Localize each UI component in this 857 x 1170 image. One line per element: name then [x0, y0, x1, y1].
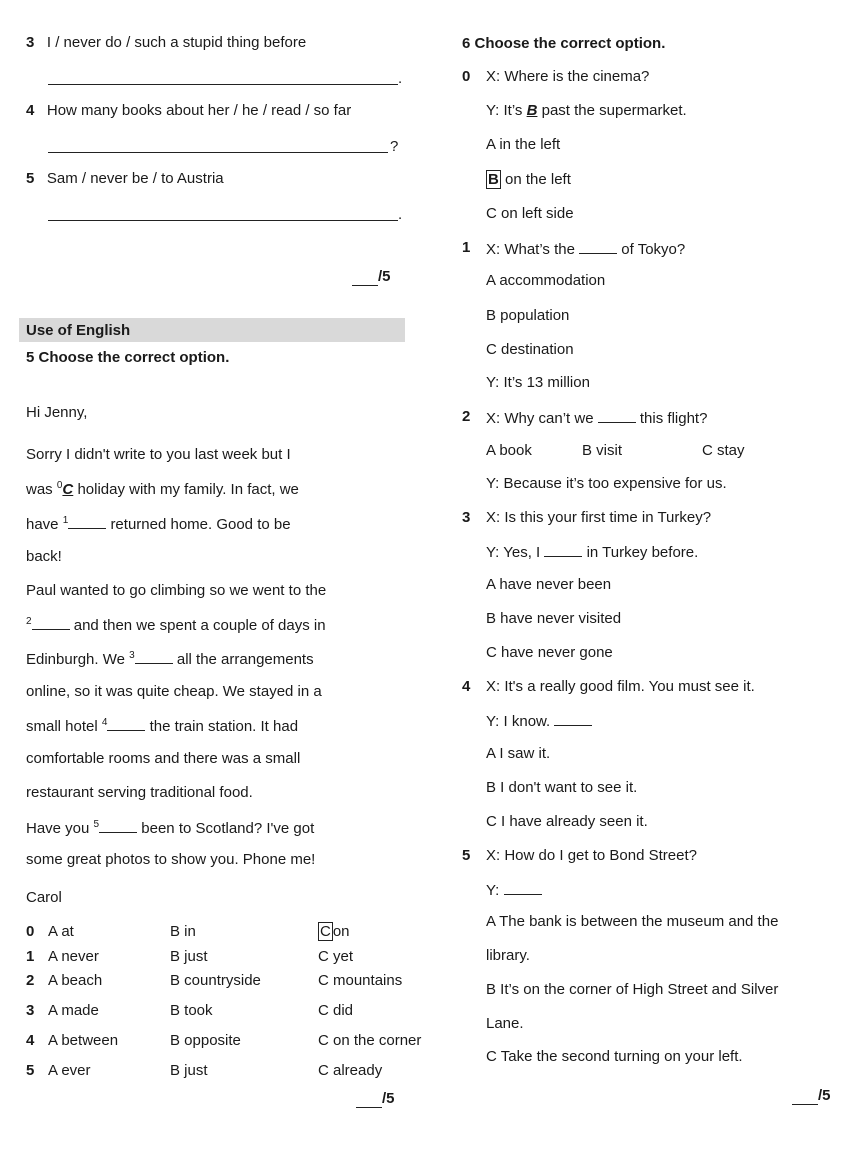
- item-4-prompt: How many books about her / he / read / so far: [46, 102, 352, 119]
- q5-gap[interactable]: [504, 880, 542, 895]
- q2-y: Y: Because it’s too expensive for us.: [486, 475, 727, 492]
- answer-line-3-end: .: [398, 70, 403, 87]
- q5-x: X: How do I get to Bond Street?: [486, 847, 697, 864]
- option-c[interactable]: C already: [318, 1062, 383, 1079]
- q5-option-c[interactable]: C Take the second turning on your left.: [486, 1048, 743, 1065]
- option-b[interactable]: B took: [170, 1002, 213, 1019]
- q0-option-c[interactable]: C on left side: [486, 205, 574, 222]
- q2-gap[interactable]: [598, 408, 636, 423]
- letter-line: Sorry I didn't write to you last week but I: [26, 446, 291, 463]
- letter-line: comfortable rooms and there was a small: [26, 750, 301, 767]
- score-box-3: /5: [792, 1087, 831, 1105]
- option-a[interactable]: A beach: [48, 972, 103, 989]
- q1-option-b[interactable]: B population: [486, 307, 570, 324]
- q5-option-b[interactable]: B It’s on the corner of High Street and Silver: [486, 981, 779, 998]
- item-3: 3 I / never do / such a stupid thing before: [26, 34, 307, 51]
- option-c[interactable]: C mountains: [318, 972, 403, 989]
- item-4: 4 How many books about her / he / read / so far: [26, 102, 352, 119]
- score-box-1: /5: [352, 268, 391, 286]
- top-edge-shadow: [0, 0, 857, 4]
- q0-x: X: Where is the cinema?: [486, 68, 650, 85]
- q3-y: Y: Yes, I in Turkey before.: [486, 544, 699, 561]
- q1-x: X: What’s the of Tokyo?: [486, 241, 686, 258]
- answer-line-5-end: .: [398, 206, 403, 223]
- q5-y: Y:: [486, 880, 542, 900]
- q1-gap[interactable]: [579, 239, 617, 254]
- gap-2[interactable]: [32, 615, 70, 630]
- gap-1[interactable]: [68, 514, 106, 529]
- q3-option-b[interactable]: B have never visited: [486, 610, 622, 627]
- item-5-prompt: Sam / never be / to Austria: [46, 170, 224, 187]
- letter-line: small hotel $^4$ the train station. It had: [26, 717, 299, 735]
- q0-y: Y: It’s B past the supermarket.: [486, 102, 687, 119]
- answer-line-4[interactable]: [48, 152, 388, 153]
- q0-option-a[interactable]: A in the left: [486, 136, 561, 153]
- section-heading: Use of English: [26, 322, 131, 339]
- option-b[interactable]: B just: [170, 948, 208, 965]
- q4-option-b[interactable]: B I don't want to see it.: [486, 779, 638, 796]
- option-a[interactable]: A ever: [48, 1062, 91, 1079]
- letter-line: have $^1$ returned home. Good to be: [26, 515, 291, 533]
- answer-line-5[interactable]: [48, 220, 398, 221]
- answer-line-3[interactable]: [48, 84, 398, 85]
- q3-x: X: Is this your first time in Turkey?: [486, 509, 712, 526]
- q2-x: X: Why can’t we this flight?: [486, 410, 708, 427]
- option-c-selected[interactable]: C on: [320, 923, 350, 940]
- q5-option-a-cont: library.: [486, 947, 530, 964]
- gap-0-answer: C: [62, 481, 74, 498]
- letter-line: $^2$ and then we spent a couple of days in: [26, 616, 326, 634]
- q0-option-b-selected[interactable]: B on the left: [488, 171, 571, 188]
- letter-line: Edinburgh. We $^3$ all the arrangements: [26, 650, 314, 668]
- score-box-2: /5: [356, 1090, 395, 1108]
- answer-line-4-end: ?: [390, 138, 399, 155]
- q1-option-a[interactable]: A accommodation: [486, 272, 606, 289]
- q1-y: Y: It’s 13 million: [486, 374, 590, 391]
- score-blank[interactable]: [352, 271, 378, 286]
- letter-greeting: Hi Jenny,: [26, 404, 88, 421]
- gap-4[interactable]: [107, 716, 145, 731]
- option-c[interactable]: C on the corner: [318, 1032, 422, 1049]
- letter-line: restaurant serving traditional food.: [26, 784, 253, 801]
- letter-line: was $^0$C holiday with my family. In fact, we: [26, 480, 299, 498]
- option-a[interactable]: A never: [48, 948, 99, 965]
- q4-y: Y: I know.: [486, 711, 592, 731]
- q5-option-b-cont: Lane.: [486, 1015, 524, 1032]
- q1-option-c[interactable]: C destination: [486, 341, 574, 358]
- option-a[interactable]: A at: [48, 923, 74, 940]
- exercise-5-title: 5 Choose the correct option.: [26, 349, 230, 366]
- exercise-6-title: 6 Choose the correct option.: [462, 35, 666, 52]
- item-5: 5 Sam / never be / to Austria: [26, 170, 224, 187]
- option-c[interactable]: C yet: [318, 948, 354, 965]
- q4-gap[interactable]: [554, 711, 592, 726]
- gap-5[interactable]: [99, 818, 137, 833]
- q5-option-a[interactable]: A The bank is between the museum and the: [486, 913, 779, 930]
- option-c[interactable]: C did: [318, 1002, 354, 1019]
- q2-option-b[interactable]: B visit: [582, 442, 623, 459]
- letter-line: Have you $^5$ been to Scotland? I've got: [26, 819, 315, 837]
- option-b[interactable]: B just: [170, 1062, 208, 1079]
- score-blank[interactable]: [792, 1090, 818, 1105]
- q0-answer: B: [526, 102, 538, 119]
- option-b[interactable]: B in: [170, 923, 196, 940]
- score-blank[interactable]: [356, 1093, 382, 1108]
- q2-option-a[interactable]: A book: [486, 442, 532, 459]
- letter-line: online, so it was quite cheap. We stayed in a: [26, 683, 322, 700]
- letter-signoff: Carol: [26, 889, 62, 906]
- q3-option-a[interactable]: A have never been: [486, 576, 612, 593]
- letter-line: some great photos to show you. Phone me!: [26, 851, 316, 868]
- q4-x: X: It's a really good film. You must see it.: [486, 678, 755, 695]
- letter-line: Paul wanted to go climbing so we went to the: [26, 582, 327, 599]
- letter-line: back!: [26, 548, 62, 565]
- option-b[interactable]: B countryside: [170, 972, 261, 989]
- q4-option-c[interactable]: C I have already seen it.: [486, 813, 648, 830]
- q2-option-c[interactable]: C stay: [702, 442, 745, 459]
- q3-gap[interactable]: [544, 542, 582, 557]
- gap-3[interactable]: [135, 649, 173, 664]
- q3-option-c[interactable]: C have never gone: [486, 644, 613, 661]
- option-b[interactable]: B opposite: [170, 1032, 241, 1049]
- option-a[interactable]: A made: [48, 1002, 99, 1019]
- q4-option-a[interactable]: A I saw it.: [486, 745, 551, 762]
- option-a[interactable]: A between: [48, 1032, 119, 1049]
- item-3-prompt: I / never do / such a stupid thing before: [46, 34, 307, 51]
